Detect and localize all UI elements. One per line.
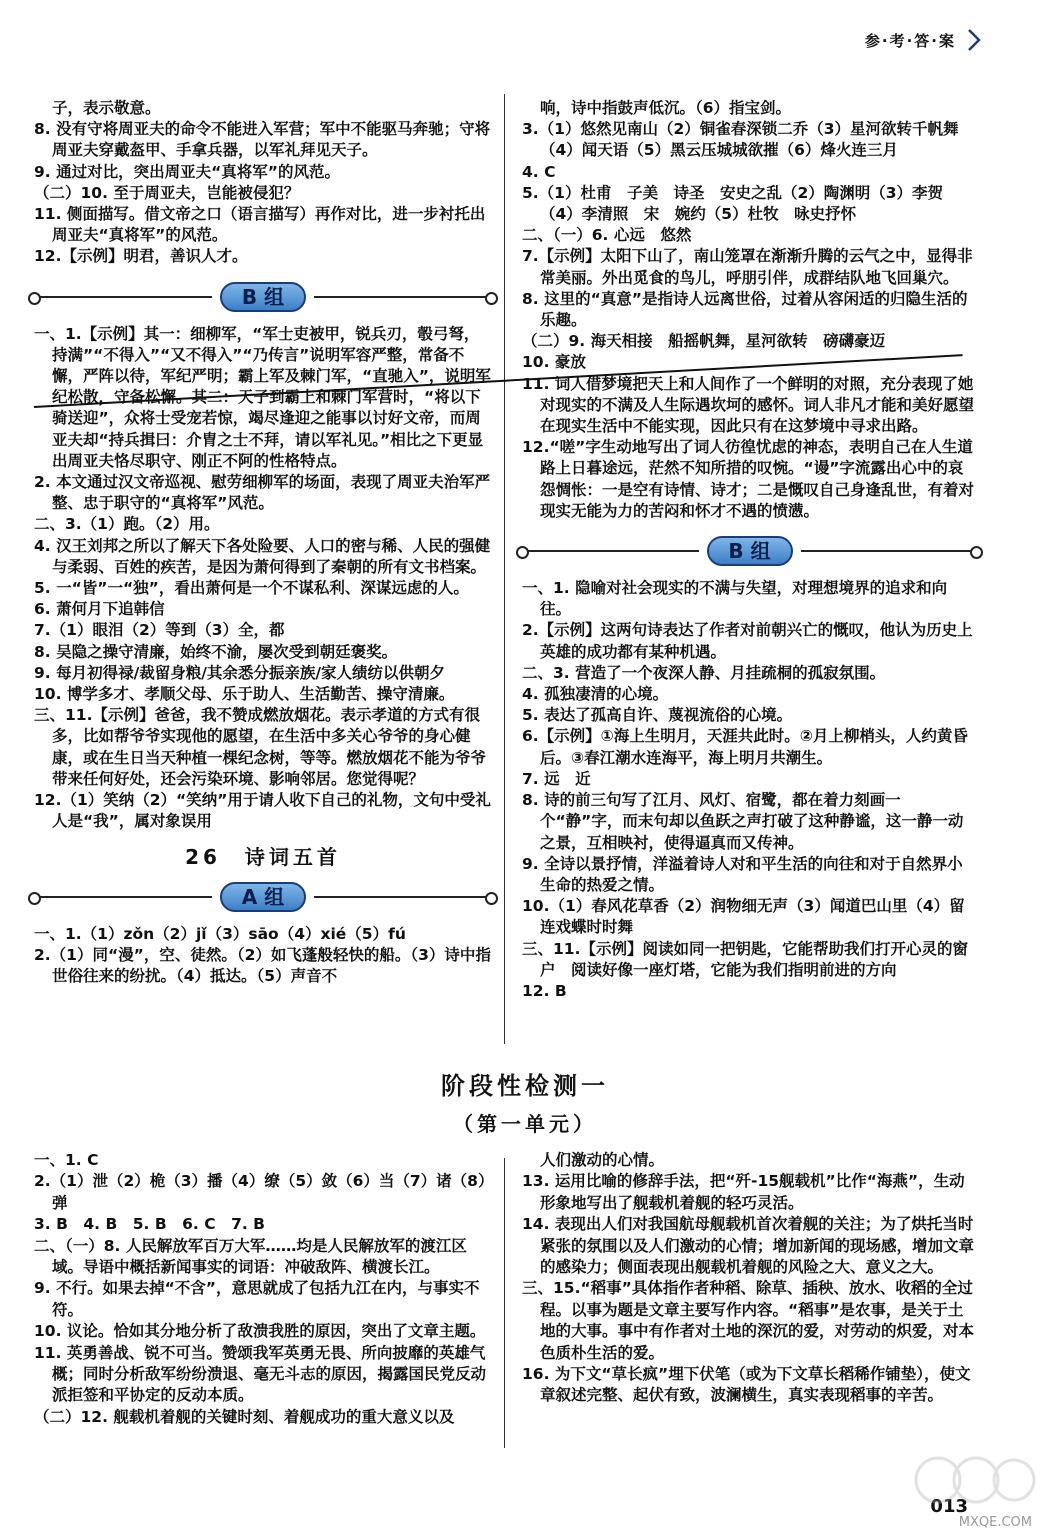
answer-line: 8. 这里的“真意”是指诗人远离世俗，过着从容闲适的归隐生活的乐趣。 (522, 289, 968, 330)
right-top-answers (522, 98, 977, 522)
answer-line: （二）9. 海天相接 船摇帆舞，星河欲转 磅礴豪迈 (522, 332, 886, 351)
answer-line: 2.（1）同“漫”，空、徒然。（2）如飞蓬般轻快的船。（3）诗中指世俗往来的纷扰。（4）抵达。（5）声音不 (34, 945, 491, 986)
header-title: 参·考·答·案 (864, 31, 956, 50)
answer-line: 9. 通过对比，突出周亚夫“真将军”的风范。 (34, 162, 340, 181)
answer-line: 7.【示例】太阳下山了，南山笼罩在渐渐升腾的云气之中，显得非常美丽。外出觅食的鸟儿，呼朋引伴，成群结队地飞回巢穴。 (522, 247, 973, 287)
answer-line: 响，诗中指鼓声低沉。（6）指宝剑。 (540, 99, 792, 117)
answer-line: 10. 议论。恰如其分地分析了敌溃我胜的原因，突出了文章主题。 (34, 1322, 486, 1341)
section-title: 26 诗词五首 (185, 844, 341, 869)
answer-line: （二）12. 舰载机着舰的关键时刻、着舰成功的重大意义以及 (34, 1407, 455, 1426)
answer-line: 12.【示例】明君，善识人才。 (34, 247, 248, 266)
answer-line: 三、11.【示例】爸爸，我不赞成燃放烟花。表示孝道的方式有很多，比如帮爷爷实现他的愿望，在生活中多关心爷爷的身心健康，或在生日当天种植一棵纪念树，等等。燃放烟花不能为爷爷带来任何好处，还会污染环境、影响邻居。您觉得呢？ (34, 706, 487, 788)
answer-line: 子，表示敬意。 (52, 99, 161, 117)
answer-line: 11. 词人借梦境把天上和人间作了一个鲜明的对照，充分表现了她对现实的不满及人生际遇坎坷的感怀。词人非凡才能和美好愿望在现实生活中不能实现，因此只有在这梦境中寻求出路。 (522, 374, 975, 436)
answer-line: 9. 全诗以景抒情，洋溢着诗人对和平生活的向往和对于自然界小生命的热爱之情。 (522, 854, 963, 894)
answer-line: 12.（1）笑纳（2）“笑纳”用于请人收下自己的礼物，文句中受礼人是“我”，属对象误用 (34, 791, 491, 831)
answer-line: 3. B 4. B 5. B 6. C 7. B (34, 1215, 265, 1234)
answer-line: 2.（1）泄（2）桅（3）播（4）缭（5）敛（6）当（7）诸（8）弹 (34, 1172, 486, 1212)
answer-line: 4. 孤独凄清的心境。 (522, 685, 669, 704)
answer-line: 8. 吴隐之操守清廉，始终不渝，屡次受到朝廷褒奖。 (34, 642, 398, 661)
answer-line: 3.（1）悠然见南山（2）铜雀春深锁二乔（3）星河欲转千帆舞（4）闻天语（5）黑云压城城欲摧（6）烽火连三月 (522, 120, 959, 160)
answer-line: 16. 为下文“草长疯”埋下伏笔（或为下文草长稻稀作铺垫），使文章叙述完整、起伏有致，波澜横生，真实表现稻事的辛苦。 (522, 1365, 971, 1405)
answer-line: 一、1.【示例】其一：细柳军，“军士吏被甲，锐兵刃，彀弓弩，持满”“不得入”“又不得入”“乃传言”说明军容严整，常备不懈，严阵以待，军纪严明；霸上军及棘门军，“直驰入”，说明军纪松散，守备松懈。其二：天子到霸上和棘门军营时，“将以下骑送迎”，众将士受宠若惊，竭尽逢迎之能事以讨好文帝，而周亚夫却“持兵揖曰：介胄之士不拜，请以军礼见。”相比之下更显出周亚夫恪尽职守、刚正不阿的性格特点。 (34, 324, 491, 470)
answer-line: 10. 博学多才、孝顺父母、乐于助人、生活勤苦、操守清廉。 (34, 685, 455, 704)
test-title: 阶段性检测一 (441, 1072, 609, 1100)
answer-line: 13. 运用比喻的修辞手法，把“歼-15舰载机”比作“海燕”，生动形象地写出了舰载机着舰的轻巧灵活。 (522, 1172, 965, 1212)
left-a-answers (34, 924, 492, 988)
answer-line: 5. 一“皆”一“独”，看出萧何是一个不谋私利、深谋远虑的人。 (34, 579, 469, 598)
answer-line: 12.“嗟”字生动地写出了词人彷徨忧虑的神态，表明自己在人生道路上日暮途远，茫然不知所措的叹惋。“谩”字流露出心中的哀怨惆怅：一是空有诗情、诗才；二是慨叹自己身逢乱世，有着对现实无能为力的苦闷和怀才不遇的愤懑。 (522, 438, 975, 520)
answer-line: 10. 豪放 (522, 353, 586, 372)
answer-line: 二、3.（1）跑。（2）用。 (34, 515, 220, 534)
answer-line: 9. 每月初得禄/裁留身粮/其余悉分振亲族/家人绩纺以供朝夕 (34, 663, 446, 682)
left-b-answers (34, 324, 492, 833)
bottom-left-answers (34, 1150, 492, 1428)
answer-line: 人们激动的心情。 (540, 1151, 665, 1169)
answer-line: 4. 汉王刘邦之所以了解天下各处险要、人口的密与稀、人民的强健与柔弱、百姓的疾苦，是因为萧何得到了秦朝的所有文书档案。 (34, 536, 491, 576)
answer-line: 5.（1）杜甫 子美 诗圣 安史之乱（2）陶渊明（3）李贺（4）李清照 宋 婉约（5）杜牧 咏史抒怀 (522, 183, 944, 224)
answer-line: 4. C (522, 162, 556, 181)
test-subtitle: （第一单元） (453, 1112, 597, 1136)
answer-line: 三、15.“稻事”具体指作者种稻、除草、插秧、放水、收稻的全过程。以事为题是文章主要写作内容。“稻事”是农事，是关于土地的大事。事中有作者对土地的深沉的爱，对劳动的炽爱，对本色质朴生活的爱。 (522, 1279, 975, 1362)
answer-line: 2.【示例】这两句诗表达了作者对前朝兴亡的慨叹，他认为历史上英雄的成功都有某种机遇。 (522, 621, 973, 661)
right-b-answers (522, 578, 977, 1002)
answer-line: 二、（一）8. 人民解放军百万大军……均是人民解放军的渡江区域。导语中概括新闻事实的词语：冲破敌阵、横渡长江。 (34, 1236, 467, 1277)
answer-line: 9. 不行。如果去掉“不含”，意思就成了包括九江在内，与事实不符。 (34, 1279, 480, 1319)
answer-line: 二、3. 营造了一个夜深人静、月挂疏桐的孤寂氛围。 (522, 663, 886, 682)
right-column (522, 98, 977, 1002)
answer-line: 三、11.【示例】阅读如同一把钥匙，它能帮助我们打开心灵的窗户 阅读好像一座灯塔，它能为我们指明前进的方向 (522, 939, 968, 979)
answer-line: 8. 没有守将周亚夫的命令不能进入军营；军中不能驱马奔驰；守将周亚夫穿戴盔甲、手拿兵器，以军礼拜见天子。 (34, 120, 491, 160)
answer-line: 6.【示例】①海上生明月，天涯共此时。②月上柳梢头，人约黄昏后。③春江潮水连海平，海上明月共潮生。 (522, 727, 968, 767)
answer-line: 12. B (522, 981, 567, 1000)
answer-line: 一、1. 隐喻对社会现实的不满与失望，对理想境界的追求和向往。 (522, 579, 948, 619)
group-b-header-left (34, 280, 492, 314)
answer-line: 二、（一）6. 心远 悠然 (522, 226, 692, 245)
answer-line: （二）10. 至于周亚夫，岂能被侵犯？ (34, 183, 300, 202)
answer-line: 11. 英勇善战、锐不可当。赞颂我军英勇无畏、所向披靡的英雄气概；同时分析敌军纷纷溃退、毫无斗志的原因，揭露国民党反动派拒签和平协定的反动本质。 (34, 1343, 487, 1405)
left-top-answers (34, 98, 492, 268)
column-divider (504, 94, 505, 1044)
page-number: 013 (930, 1496, 968, 1517)
group-a-header (34, 880, 492, 914)
answer-line: 14. 表现出人们对我国航母舰载机首次着舰的关注；为了烘托当时紧张的氛围以及人们激动的心情；增加新闻的现场感，增加文章的感染力；侧面表现出舰载机着舰的风险之大、意义之大。 (522, 1215, 975, 1277)
answer-line: 7.（1）眼泪（2）等到（3）全，都 (34, 621, 285, 640)
watermark-text: MXQE.COM (958, 1515, 1032, 1530)
left-column (34, 98, 492, 987)
group-a-badge: A 组 (220, 882, 306, 912)
answer-line: 10.（1）春风花草香（2）润物细无声（3）闻道巴山里（4）留连戏蝶时时舞 (522, 897, 965, 937)
group-b-badge: B 组 (220, 282, 306, 312)
answer-line: 2. 本文通过汉文帝巡视、慰劳细柳军的场面，表现了周亚夫治军严整、忠于职守的“真将军”风范。 (34, 473, 491, 513)
group-b-header-right (522, 534, 977, 568)
answer-line: 一、1.（1）zǒn（2）jǐ（3）sāo（4）xié（5）fú (34, 924, 406, 943)
answer-line: 11. 侧面描写。借文帝之口（语言描写）再作对比，进一步衬托出周亚夫“真将军”的风范。 (34, 205, 486, 245)
answer-line: 一、1. C (34, 1151, 99, 1169)
answer-line: 6. 萧何月下追韩信 (34, 600, 165, 619)
page-header (865, 28, 982, 52)
answer-line: 8. 诗的前三句写了江月、风灯、宿鹭，都在着力刻画一个“静”字，而末句却以鱼跃之声打破了这种静谧，这一静一动之景，互相映衬，使得逼真而又传神。 (522, 791, 964, 852)
group-b-badge: B 组 (707, 536, 793, 566)
column-divider-bottom (504, 1158, 505, 1448)
answer-line: 7. 远 近 (522, 769, 591, 788)
answer-line: 5. 表达了孤高自许、蔑视流俗的心境。 (522, 706, 793, 725)
bottom-right-answers (522, 1150, 977, 1407)
chevron-right-icon (966, 28, 982, 52)
